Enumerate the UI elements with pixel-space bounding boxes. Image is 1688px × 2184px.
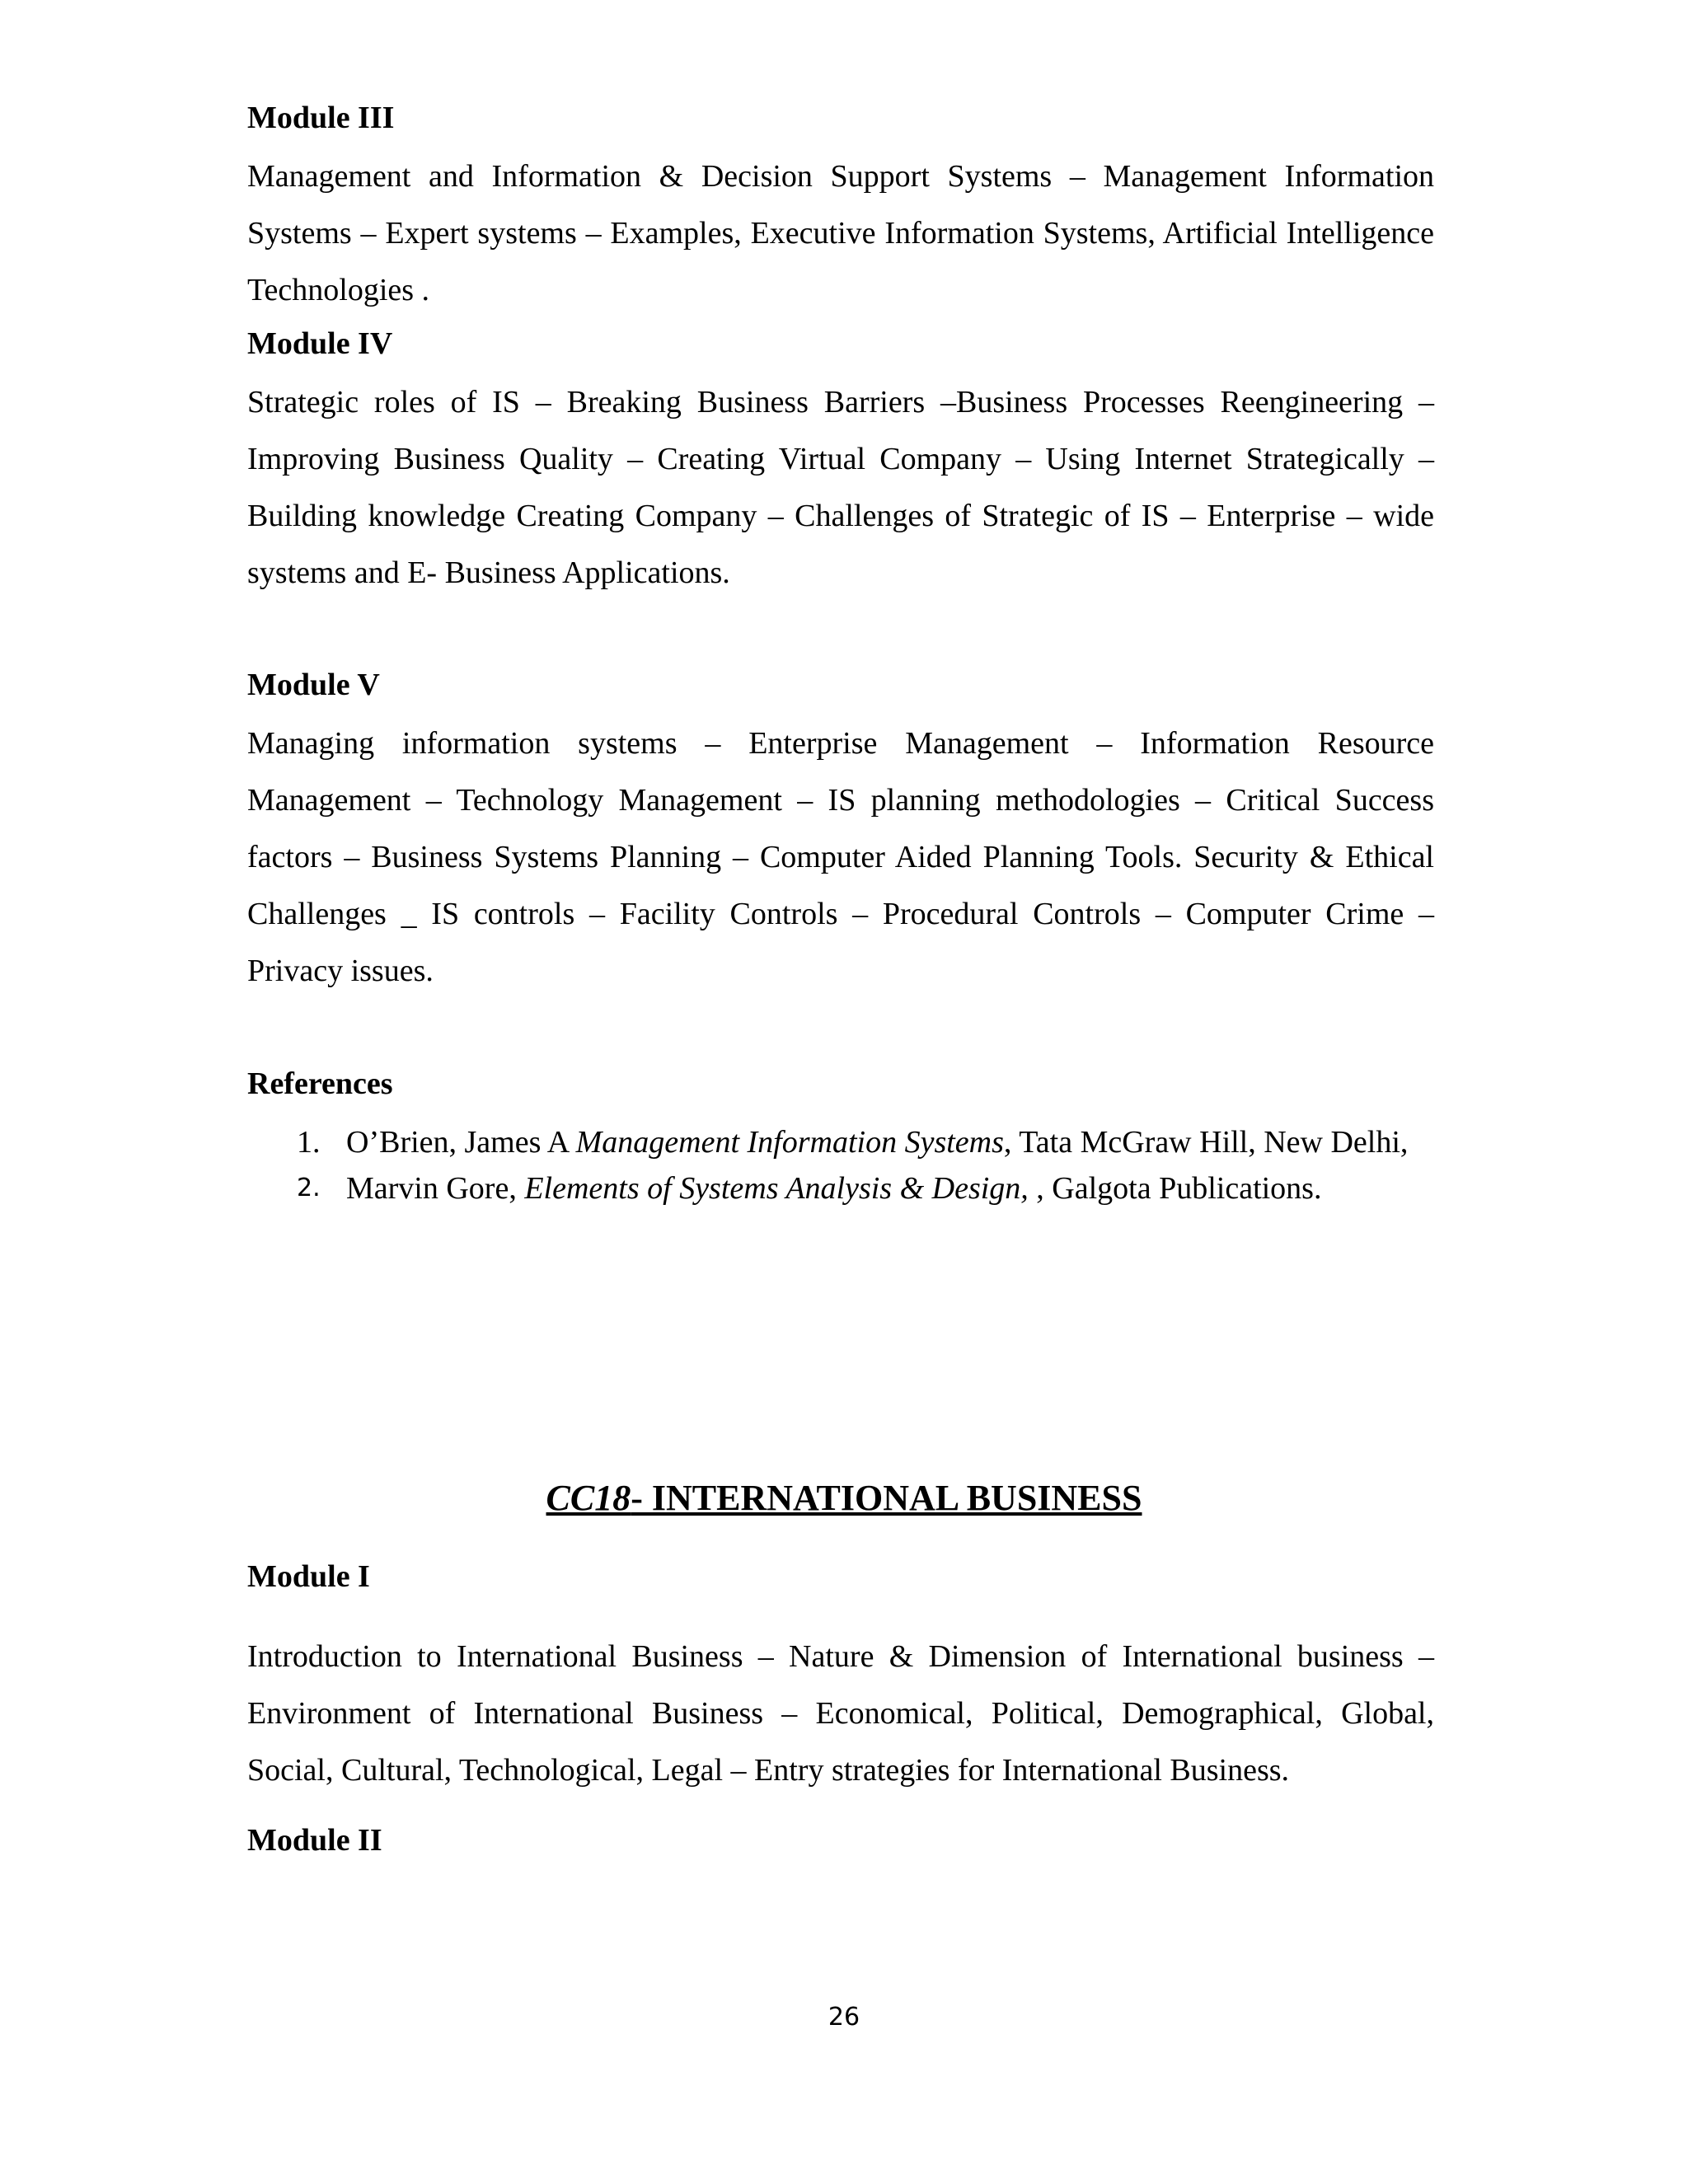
module-ii-section <box>247 1821 1434 1859</box>
module-i-heading: Module I <box>247 1559 370 1594</box>
references-list <box>247 1122 1434 1208</box>
reference-author: Marvin Gore, <box>346 1171 517 1206</box>
page-number: 26 <box>828 2003 860 2032</box>
module-iv-heading: Module IV <box>247 326 393 361</box>
course-code: CC18 <box>546 1478 631 1518</box>
reference-item <box>247 1122 1434 1162</box>
reference-title: Management Information Systems <box>575 1125 1004 1160</box>
module-iv-section <box>247 325 1434 602</box>
module-iii-section <box>247 99 1434 319</box>
module-iii-heading: Module III <box>247 101 395 135</box>
reference-author: O’Brien, James A <box>346 1125 569 1160</box>
course-title <box>0 1475 1688 1521</box>
module-ii-heading: Module II <box>247 1823 382 1858</box>
reference-publisher: , Tata McGraw Hill, New Delhi, <box>1003 1125 1409 1160</box>
reference-publisher: , Galgota Publications. <box>1036 1171 1322 1206</box>
reference-item <box>247 1169 1434 1208</box>
module-i-body: Introduction to International Business – Nature & Dimension of International business – Environment of International Business – Economical, Political, Demographical, Global, Social, Cultural, Technological, Legal – Entry strategies for International Business. <box>247 1639 1434 1788</box>
module-iv-body: Strategic roles of IS – Breaking Business Barriers –Business Processes Reengineering – Improving Business Quality – Creating Virtual Company – Using Internet Strategically – Building knowledge Creating Company – Challenges of Strategic of IS – Enterprise – wide systems and E- Business Applications. <box>247 385 1434 590</box>
module-v-heading: Module V <box>247 668 380 702</box>
module-v-body: Managing information systems – Enterprise Management – Information Resource Management – Technology Management – IS planning methodologies – Critical Success factors – Business Systems Planning – Computer Aided Planning Tools. Security & Ethical Challenges _ IS controls – Facility Controls – Procedural Controls – Computer Crime – Privacy issues. <box>247 726 1434 988</box>
reference-number: 2. <box>297 1174 321 1202</box>
course-title-text: - INTERNATIONAL BUSINESS <box>631 1478 1142 1518</box>
references-heading: References <box>247 1066 393 1101</box>
module-v-section <box>247 666 1434 1000</box>
module-iii-body: Management and Information & Decision Support Systems – Management Information Systems – Expert systems – Examples, Executive Information Systems, Artificial Intelligence Technologies . <box>247 159 1434 307</box>
reference-title: Elements of Systems Analysis & Design, <box>524 1171 1029 1206</box>
reference-number: 1. <box>297 1125 321 1160</box>
references-section <box>247 1065 1434 1103</box>
module-i-section <box>247 1558 1434 1799</box>
